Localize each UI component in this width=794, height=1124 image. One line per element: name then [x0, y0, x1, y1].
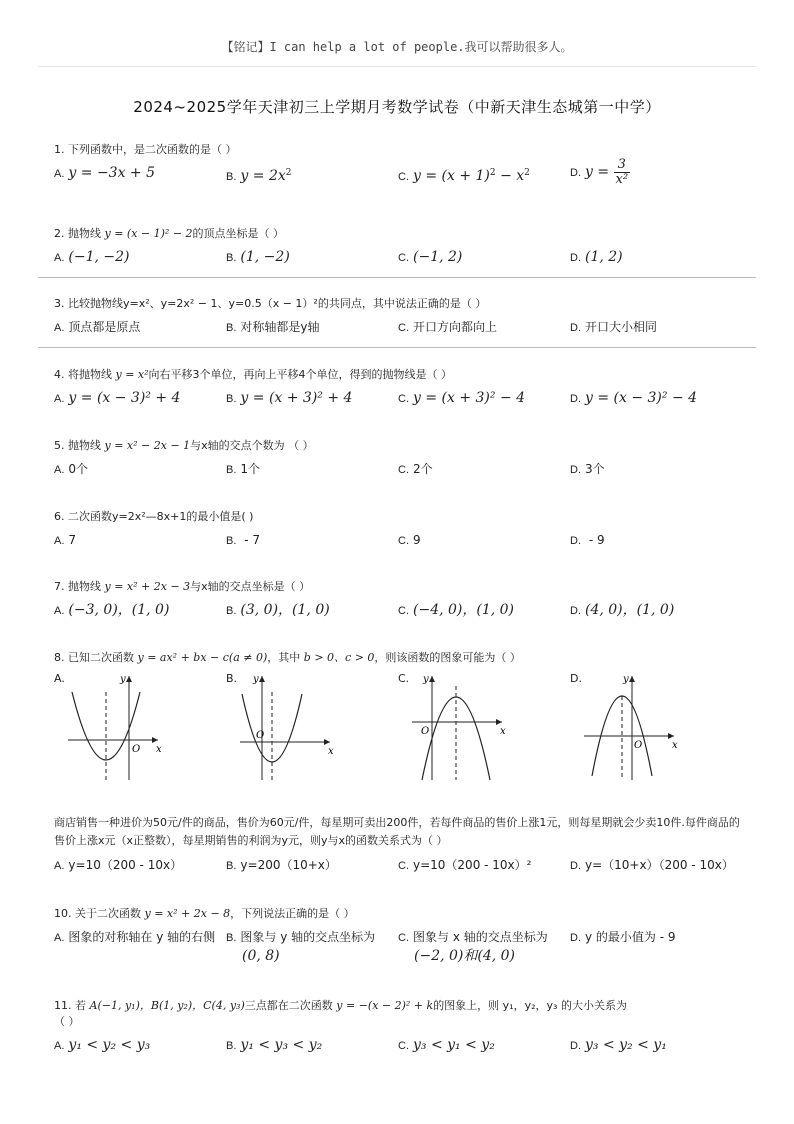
- q11-option-d[interactable]: D. y₃ < y₂ < y₁: [570, 1037, 667, 1053]
- highlight-line-bottom: [38, 347, 756, 348]
- q3-option-d[interactable]: D. 开口大小相同: [570, 320, 658, 334]
- page-title: 2024~2025学年天津初三上学期月考数学试卷（中新天津生态城第一中学）: [133, 98, 661, 116]
- q4-option-a[interactable]: A. y = (x − 3)² + 4: [54, 390, 181, 406]
- question-1-stem: 1. 下列函数中，是二次函数的是（ ）: [54, 143, 237, 156]
- question-3: [54, 296, 754, 344]
- q6-option-b[interactable]: B. - 7: [226, 533, 260, 547]
- q5-option-a[interactable]: A. 0个: [54, 462, 89, 476]
- q3-option-a[interactable]: A. 顶点都是原点: [54, 320, 141, 334]
- question-8-stem: 8. 已知二次函数 y = ax² + bx − c(a ≠ 0)，其中 b > 0、c > 0，则该函数的图象可能为（ ）: [54, 651, 521, 664]
- question-5: [54, 438, 754, 486]
- q10-option-a[interactable]: A. 图象的对称轴在 y 轴的右侧: [54, 930, 216, 944]
- question-4-stem: 4. 将抛物线 y = x²向右平移3个单位，再向上平移4个单位，得到的抛物线是（ ）: [54, 368, 453, 381]
- q7-option-c[interactable]: C. (−4, 0)，(1, 0): [398, 602, 515, 618]
- question-2-stem: 2. 抛物线 y = (x − 1)² − 2的顶点坐标是（ ）: [54, 227, 285, 240]
- q8-option-a[interactable]: A. x y O: [54, 672, 164, 784]
- graph-d: [570, 672, 680, 784]
- q4-option-d[interactable]: D. y = (x − 3)² − 4: [570, 390, 698, 406]
- q9-option-a[interactable]: A. y=10（200 - 10x）: [54, 858, 183, 872]
- q5-option-c[interactable]: C. 2个: [398, 462, 433, 476]
- question-4: [54, 367, 754, 415]
- graph-b: [226, 672, 336, 784]
- q2-option-b[interactable]: B. (1, −2): [226, 249, 290, 265]
- svg-text:y: y: [623, 674, 629, 685]
- question-6: [54, 509, 754, 557]
- svg-text:y: y: [120, 674, 126, 685]
- svg-text:O: O: [132, 744, 141, 755]
- svg-text:O: O: [421, 726, 430, 737]
- question-11-stem: 11. 若 A(−1, y₁)，B(1, y₂)，C(4, y₃)三点都在二次函数 y = −(x − 2)² + k的图象上，则 y₁，y₂，y₃ 的大小关系为: [54, 999, 627, 1012]
- banner-divider: [38, 66, 756, 67]
- q1-option-b[interactable]: B. $y = 2x^2$: [226, 168, 292, 184]
- q4-option-c[interactable]: C. y = (x + 3)² − 4: [398, 390, 526, 406]
- q5-option-b[interactable]: B. 1个: [226, 462, 261, 476]
- q8-graphs: [54, 672, 754, 787]
- q8-option-c[interactable]: C. x y O: [398, 672, 508, 784]
- q10-option-c[interactable]: C. 图象与 x 轴的交点坐标为 (−2, 0)和(4, 0): [398, 930, 548, 964]
- question-3-stem: 3. 比较抛物线y=x²、y=2x² − 1、y=0.5（x − 1）²的共同点，其中说法正确的是（ ）: [54, 297, 487, 310]
- q3-option-b[interactable]: B. 对称轴都是y轴: [226, 320, 320, 334]
- question-2: [54, 226, 754, 274]
- svg-text:x: x: [500, 726, 506, 737]
- q3-option-c[interactable]: C. 开口方向都向上: [398, 320, 498, 334]
- q8-option-b[interactable]: B. x y O: [226, 672, 336, 784]
- svg-text:x: x: [328, 746, 334, 757]
- q2-option-c[interactable]: C. (−1, 2): [398, 249, 463, 265]
- q6-option-a[interactable]: A. 7: [54, 533, 77, 547]
- q10-option-b[interactable]: B. 图象与 y 轴的交点坐标为 (0, 8): [226, 930, 376, 964]
- question-5-stem: 5. 抛物线 y = x² − 2x − 1与x轴的交点个数为 （ ）: [54, 439, 314, 452]
- q9-option-b[interactable]: B. y=200（10+x）: [226, 858, 337, 872]
- question-10-stem: 10. 关于二次函数 y = x² + 2x − 8，下列说法正确的是（ ）: [54, 907, 355, 920]
- q7-option-d[interactable]: D. (4, 0)，(1, 0): [570, 602, 675, 618]
- question-1: [54, 142, 754, 190]
- svg-text:x: x: [672, 740, 678, 751]
- svg-text:O: O: [256, 730, 265, 741]
- q5-option-d[interactable]: D. 3个: [570, 462, 605, 476]
- question-9-stem: 商店销售一种进价为50元/件的商品，售价为60元/件，每星期可卖出200件，若每件商品的售价上涨1元，则每星期就会少卖10件.每件商品的售价上涨x元（x正整数），每星期销售的利润为y元，则y与x的函数关系式为（ ）: [54, 816, 740, 847]
- q9-option-d[interactable]: D. y=（10+x）（200 - 10x）: [570, 858, 734, 872]
- question-11-stem-line2: （ ）: [54, 1015, 80, 1028]
- question-7: [54, 579, 754, 627]
- question-9: [54, 814, 754, 882]
- q10-option-d[interactable]: D. y 的最小值为 - 9: [570, 930, 676, 944]
- q1-option-a[interactable]: A. y = −3x + 5: [54, 165, 156, 181]
- q11-option-c[interactable]: C. y₃ < y₁ < y₂: [398, 1037, 495, 1053]
- q8-option-d[interactable]: D. x y O: [570, 672, 680, 784]
- question-7-stem: 7. 抛物线 y = x² + 2x − 3与x轴的交点坐标是（ ）: [54, 580, 311, 593]
- svg-text:y: y: [253, 674, 259, 685]
- graph-a: [54, 672, 164, 784]
- svg-text:y: y: [423, 674, 429, 685]
- question-6-stem: 6. 二次函数y=2x²—8x+1的最小值是( ): [54, 510, 254, 523]
- q1-option-d[interactable]: D. y = $\frac{3}{\text{x²}}$: [570, 157, 629, 187]
- q7-option-b[interactable]: B. (3, 0)，(1, 0): [226, 602, 330, 618]
- q2-option-d[interactable]: D. (1, 2): [570, 249, 623, 265]
- q11-option-b[interactable]: B. y₁ < y₃ < y₂: [226, 1037, 323, 1053]
- q9-option-c[interactable]: C. y=10（200 - 10x）²: [398, 858, 532, 872]
- highlight-line-top: [38, 277, 756, 278]
- svg-text:O: O: [634, 740, 643, 751]
- q11-option-a[interactable]: A. y₁ < y₂ < y₃: [54, 1037, 151, 1053]
- question-10: [54, 906, 754, 972]
- q6-option-c[interactable]: C. 9: [398, 533, 421, 547]
- fraction: $\frac{3}{\text{x²}}$: [615, 157, 629, 187]
- question-11: [54, 998, 754, 1062]
- q4-option-b[interactable]: B. y = (x + 3)² + 4: [226, 390, 353, 406]
- graph-c: [398, 672, 508, 784]
- q7-option-a[interactable]: A. (−3, 0)，(1, 0): [54, 602, 170, 618]
- svg-text:x: x: [156, 744, 162, 755]
- q6-option-d[interactable]: D. - 9: [570, 533, 605, 547]
- q2-option-a[interactable]: A. (−1, −2): [54, 249, 130, 265]
- question-8: [54, 650, 754, 666]
- motto-banner: 【铭记】I can help a lot of people.我可以帮助很多人。: [221, 40, 573, 54]
- q1-option-c[interactable]: C. $y = (x + 1)^2 - x^2$: [398, 168, 530, 184]
